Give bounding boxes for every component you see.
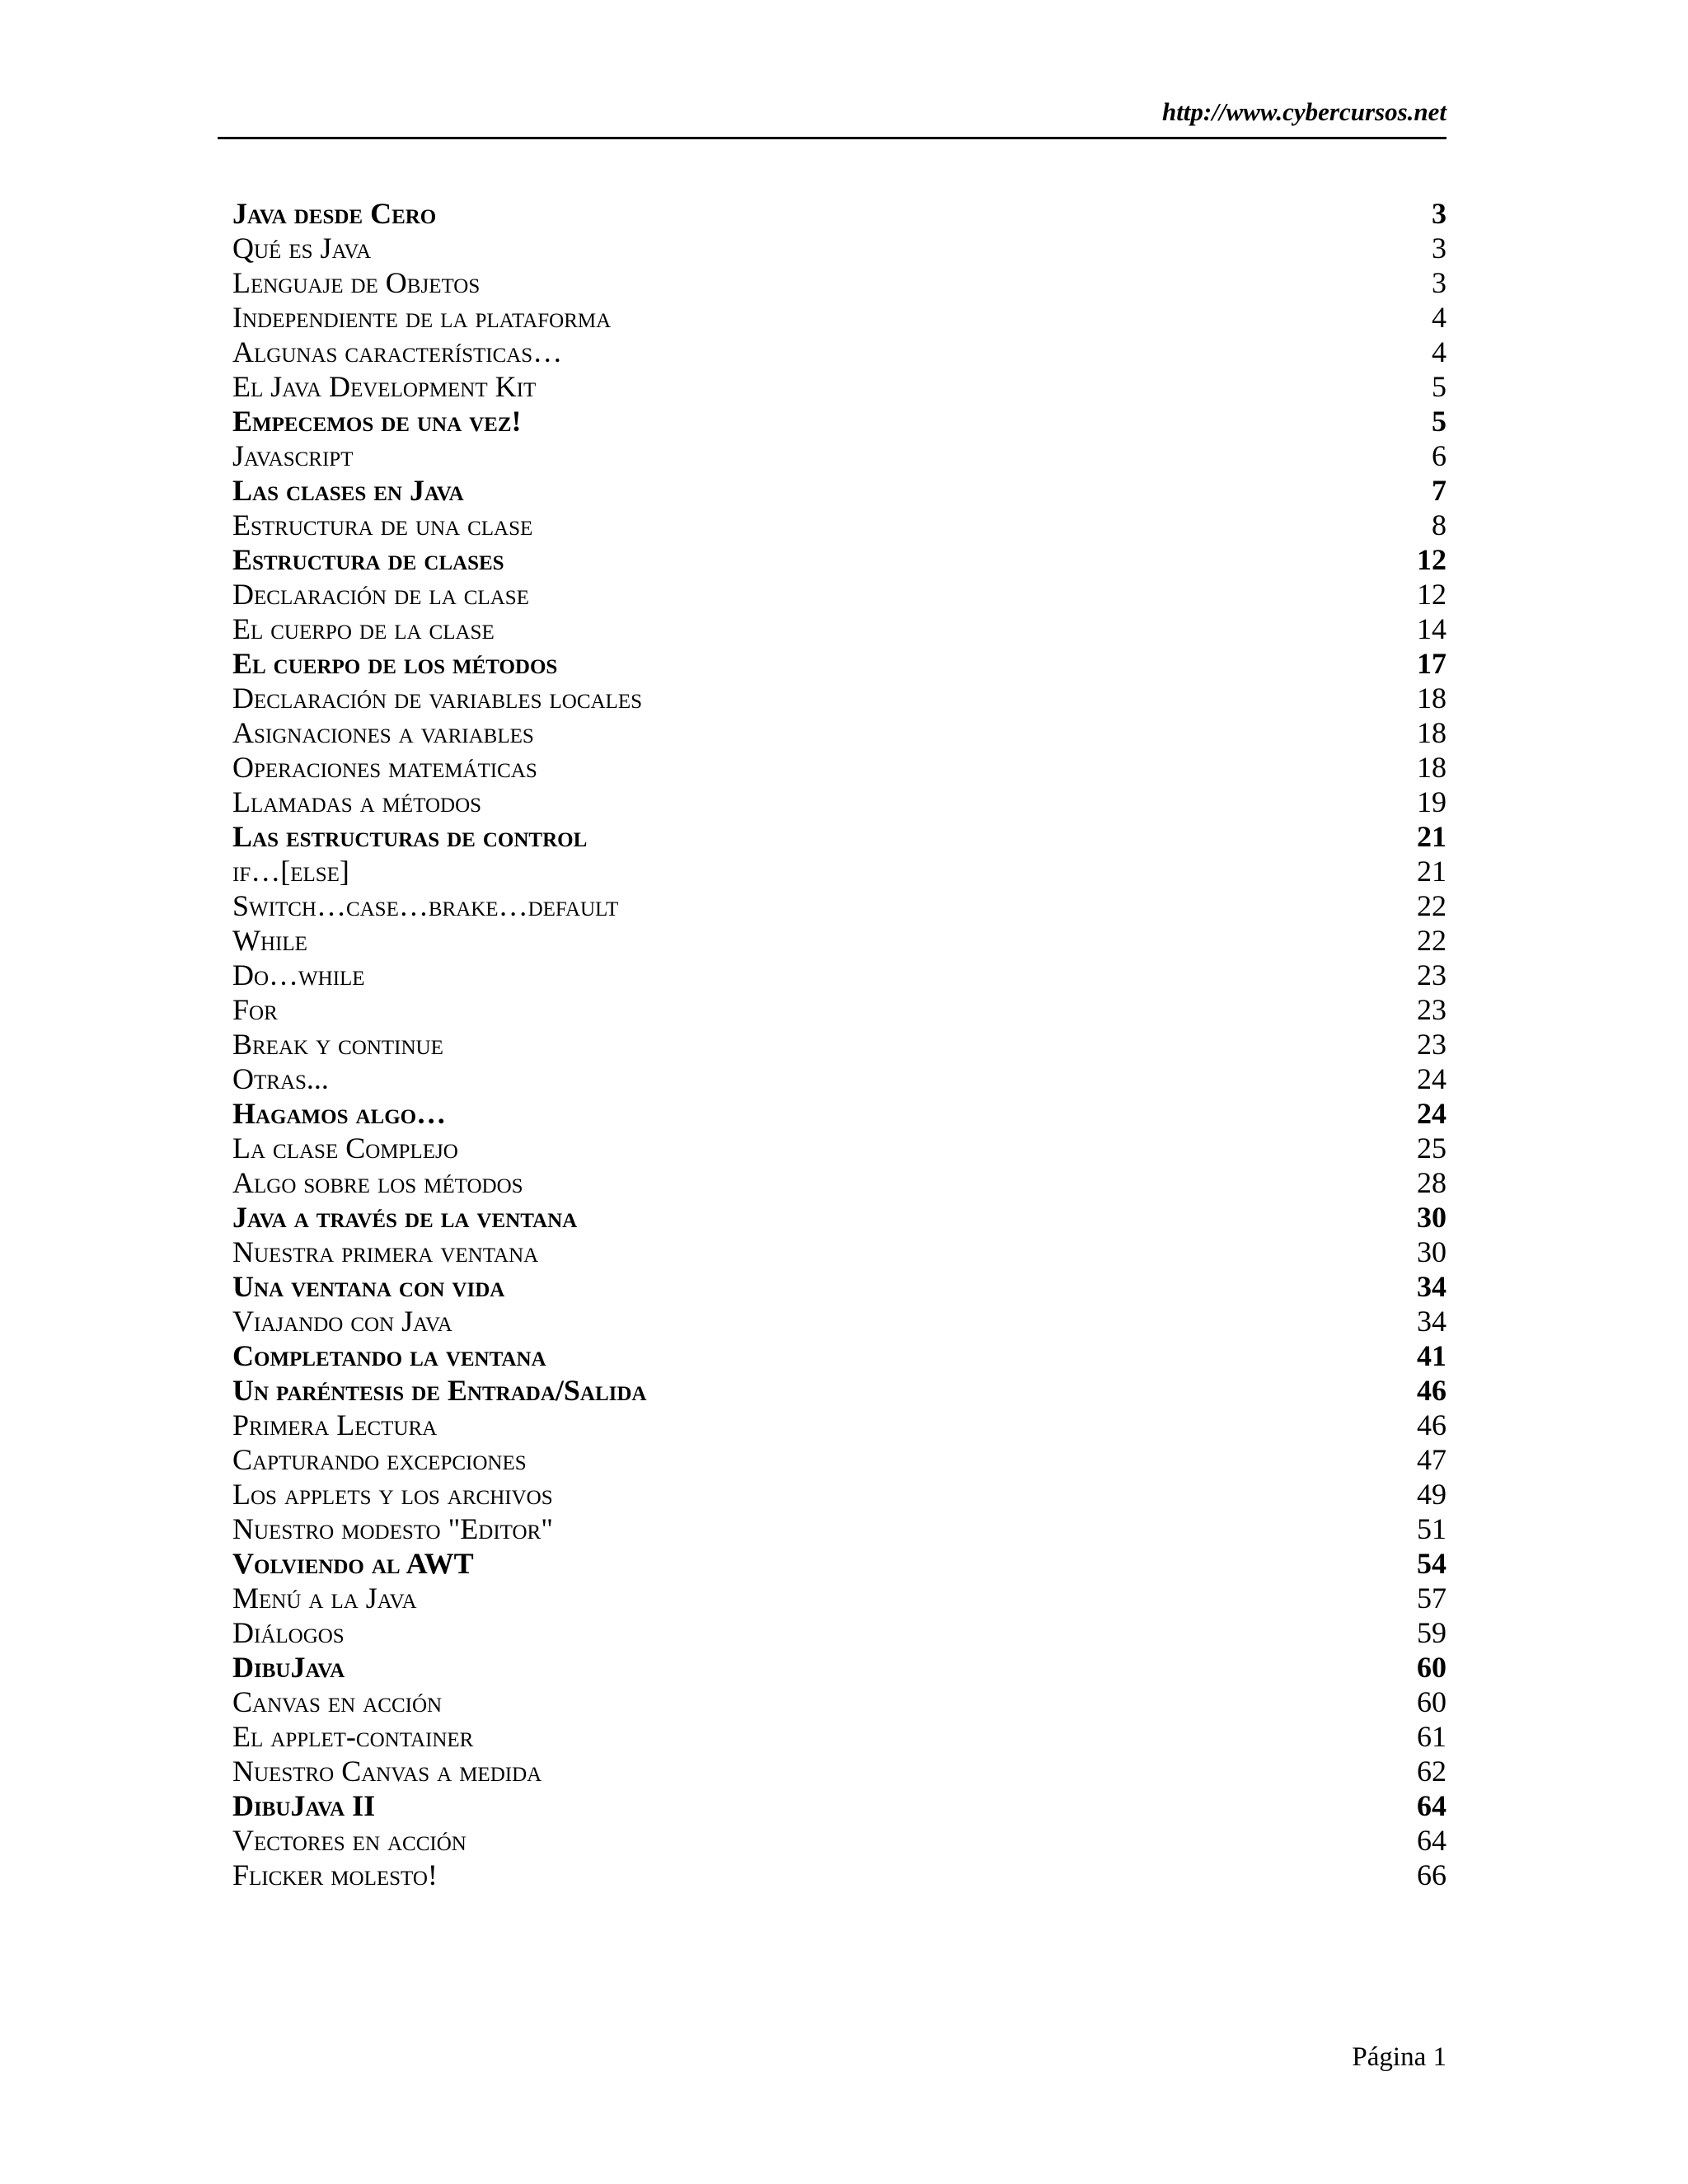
toc-entry-page: 17 (1417, 647, 1447, 680)
toc-section-entry (232, 1477, 1447, 1511)
toc-entry-page: 14 (1417, 612, 1447, 645)
toc-entry-title: Javascript (232, 439, 354, 472)
toc-chapter-entry (232, 1096, 1447, 1131)
toc-entry-page: 18 (1417, 716, 1447, 749)
toc-entry-title: Switch…case…brake…default (232, 889, 619, 922)
toc-entry-title: Las clases en Java (232, 474, 464, 507)
toc-entry-page: 25 (1417, 1132, 1447, 1165)
toc-section-entry (232, 1235, 1447, 1269)
toc-entry-title: Algunas características… (232, 335, 563, 368)
toc-entry-title: El Java Development Kit (232, 370, 537, 403)
toc-entry-page: 34 (1417, 1270, 1447, 1303)
toc-entry-title: Flicker molesto! (232, 1858, 438, 1891)
toc-entry-page: 7 (1432, 474, 1447, 507)
toc-entry-title: Llamadas a métodos (232, 785, 482, 818)
toc-section-entry (232, 438, 1447, 473)
toc-entry-title: Independiente de la plataforma (232, 301, 612, 334)
toc-chapter-entry (232, 819, 1447, 854)
toc-entry-page: 18 (1417, 682, 1447, 715)
toc-chapter-entry (232, 1788, 1447, 1823)
toc-entry-page: 4 (1432, 301, 1447, 334)
header-rule (218, 137, 1447, 139)
toc-entry-page: 3 (1432, 232, 1447, 265)
toc-entry-page: 34 (1417, 1305, 1447, 1338)
toc-entry-page: 47 (1417, 1443, 1447, 1476)
toc-entry-title: if…[else] (232, 855, 349, 888)
toc-section-entry (232, 1165, 1447, 1200)
toc-entry-page: 24 (1417, 1062, 1447, 1095)
toc-entry-title: Vectores en acción (232, 1824, 467, 1857)
toc-entry-page: 46 (1417, 1408, 1447, 1441)
toc-entry-title: Otras... (232, 1062, 329, 1095)
toc-entry-title: Un paréntesis de Entrada/Salida (232, 1374, 647, 1407)
toc-entry-title: Nuestro Canvas a medida (232, 1755, 542, 1788)
toc-section-entry (232, 888, 1447, 923)
toc-section-entry (232, 1754, 1447, 1788)
toc-section-entry (232, 1823, 1447, 1858)
toc-section-entry (232, 1062, 1447, 1096)
toc-entry-page: 66 (1417, 1858, 1447, 1891)
toc-chapter-entry (232, 1269, 1447, 1304)
toc-entry-title: Lenguaje de Objetos (232, 266, 481, 299)
toc-entry-page: 64 (1417, 1824, 1447, 1857)
toc-section-entry (232, 577, 1447, 612)
toc-entry-page: 60 (1417, 1651, 1447, 1684)
toc-entry-page: 30 (1417, 1201, 1447, 1234)
toc-entry-page: 22 (1417, 924, 1447, 957)
toc-entry-title: Las estructuras de control (232, 820, 588, 853)
toc-entry-page: 46 (1417, 1374, 1447, 1407)
toc-section-entry (232, 715, 1447, 750)
toc-entry-page: 3 (1432, 197, 1447, 230)
toc-entry-title: Estructura de una clase (232, 509, 533, 541)
toc-entry-title: DibuJava (232, 1651, 345, 1684)
toc-entry-title: Qué es Java (232, 232, 372, 265)
toc-section-entry (232, 923, 1447, 958)
toc-entry-page: 4 (1432, 335, 1447, 368)
toc-section-entry (232, 265, 1447, 300)
toc-section-entry (232, 1304, 1447, 1338)
toc-entry-page: 8 (1432, 509, 1447, 541)
toc-section-entry (232, 335, 1447, 369)
toc-section-entry (232, 1027, 1447, 1062)
toc-entry-title: Algo sobre los métodos (232, 1166, 523, 1199)
toc-entry-page: 51 (1417, 1512, 1447, 1545)
toc-entry-title: Capturando excepciones (232, 1443, 527, 1476)
toc-section-entry (232, 1581, 1447, 1615)
table-of-contents (232, 196, 1447, 1892)
toc-entry-title: Empecemos de una vez! (232, 405, 522, 438)
toc-entry-page: 62 (1417, 1755, 1447, 1788)
toc-section-entry (232, 1511, 1447, 1546)
toc-entry-title: Operaciones matemáticas (232, 751, 537, 784)
toc-entry-title: Completando la ventana (232, 1339, 546, 1372)
toc-section-entry (232, 508, 1447, 542)
toc-chapter-entry (232, 1338, 1447, 1373)
toc-entry-title: El applet-container (232, 1720, 474, 1753)
toc-chapter-entry (232, 1373, 1447, 1408)
toc-entry-page: 54 (1417, 1547, 1447, 1580)
toc-chapter-entry (232, 646, 1447, 681)
toc-entry-page: 59 (1417, 1616, 1447, 1649)
toc-entry-title: Nuestro modesto "Editor" (232, 1512, 553, 1545)
toc-entry-page: 21 (1417, 820, 1447, 853)
toc-entry-page: 23 (1417, 993, 1447, 1026)
toc-chapter-entry (232, 473, 1447, 508)
toc-entry-title: Volviendo al AWT (232, 1547, 474, 1580)
toc-entry-title: El cuerpo de la clase (232, 612, 495, 645)
toc-entry-title: Asignaciones a variables (232, 716, 534, 749)
toc-entry-title: DibuJava II (232, 1789, 376, 1822)
toc-section-entry (232, 1408, 1447, 1442)
toc-chapter-entry (232, 542, 1447, 577)
toc-section-entry (232, 1858, 1447, 1892)
toc-chapter-entry (232, 1546, 1447, 1581)
toc-entry-title: Do…while (232, 958, 365, 991)
toc-section-entry (232, 1131, 1447, 1165)
toc-entry-page: 22 (1417, 889, 1447, 922)
toc-section-entry (232, 1685, 1447, 1719)
toc-entry-page: 5 (1432, 370, 1447, 403)
toc-entry-title: While (232, 924, 307, 957)
toc-entry-page: 6 (1432, 439, 1447, 472)
toc-section-entry (232, 750, 1447, 785)
toc-entry-title: Viajando con Java (232, 1305, 452, 1338)
toc-entry-title: For (232, 993, 278, 1026)
toc-entry-title: Declaración de la clase (232, 578, 529, 611)
toc-entry-page: 60 (1417, 1685, 1447, 1718)
toc-section-entry (232, 785, 1447, 819)
toc-entry-title: Java a través de la ventana (232, 1201, 578, 1234)
toc-entry-title: Declaración de variables locales (232, 682, 642, 715)
toc-section-entry (232, 854, 1447, 888)
header-url: http://www.cybercursos.net (1161, 97, 1447, 126)
toc-entry-title: Una ventana con vida (232, 1270, 505, 1303)
toc-entry-title: El cuerpo de los métodos (232, 647, 558, 680)
toc-entry-page: 41 (1417, 1339, 1447, 1372)
toc-entry-page: 19 (1417, 785, 1447, 818)
toc-section-entry (232, 992, 1447, 1027)
toc-entry-page: 64 (1417, 1789, 1447, 1822)
toc-chapter-entry (232, 1650, 1447, 1685)
toc-entry-title: Canvas en acción (232, 1685, 443, 1718)
toc-entry-page: 3 (1432, 266, 1447, 299)
toc-entry-title: La clase Complejo (232, 1132, 458, 1165)
toc-entry-page: 28 (1417, 1166, 1447, 1199)
toc-section-entry (232, 300, 1447, 335)
toc-entry-page: 30 (1417, 1235, 1447, 1268)
toc-chapter-entry (232, 404, 1447, 438)
toc-section-entry (232, 612, 1447, 646)
toc-section-entry (232, 369, 1447, 404)
toc-chapter-entry (232, 196, 1447, 231)
toc-entry-page: 24 (1417, 1097, 1447, 1130)
toc-entry-page: 21 (1417, 855, 1447, 888)
toc-entry-title: Diálogos (232, 1616, 345, 1649)
toc-section-entry (232, 1615, 1447, 1650)
page-number: Página 1 (1352, 2042, 1447, 2072)
toc-section-entry (232, 681, 1447, 715)
toc-section-entry (232, 1442, 1447, 1477)
toc-entry-page: 18 (1417, 751, 1447, 784)
toc-entry-page: 23 (1417, 1028, 1447, 1061)
toc-entry-title: Los applets y los archivos (232, 1478, 553, 1511)
toc-entry-page: 12 (1417, 543, 1447, 576)
toc-entry-title: Break y continue (232, 1028, 443, 1061)
toc-entry-title: Hagamos algo… (232, 1097, 447, 1130)
toc-entry-page: 61 (1417, 1720, 1447, 1753)
toc-entry-title: Menú a la Java (232, 1582, 417, 1615)
toc-entry-title: Nuestra primera ventana (232, 1235, 539, 1268)
toc-entry-page: 12 (1417, 578, 1447, 611)
toc-section-entry (232, 958, 1447, 992)
toc-chapter-entry (232, 1200, 1447, 1235)
toc-entry-title: Estructura de clases (232, 543, 504, 576)
toc-entry-title: Java desde Cero (232, 197, 437, 230)
toc-section-entry (232, 231, 1447, 265)
toc-section-entry (232, 1719, 1447, 1754)
toc-entry-page: 23 (1417, 958, 1447, 991)
toc-entry-page: 5 (1432, 405, 1447, 438)
toc-entry-title: Primera Lectura (232, 1408, 438, 1441)
toc-entry-page: 57 (1417, 1582, 1447, 1615)
toc-entry-page: 49 (1417, 1478, 1447, 1511)
